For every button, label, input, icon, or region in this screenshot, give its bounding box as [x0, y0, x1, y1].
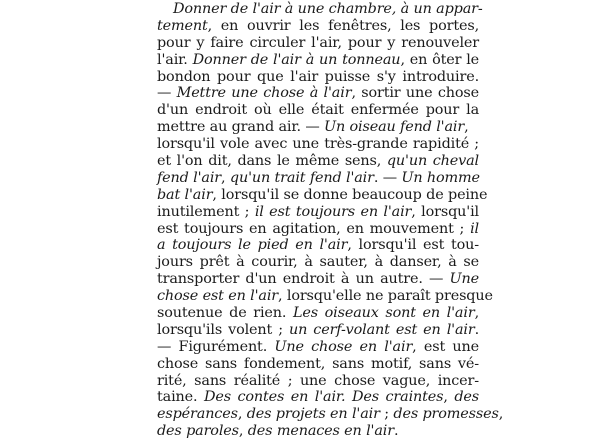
text-segment: . —	[373, 169, 402, 186]
text-segment: —	[157, 85, 177, 102]
italic-text-segment: des menaces en l'air	[247, 423, 394, 440]
text-segment: rité, sans réalité ; une chose vague, incer-	[157, 372, 479, 389]
text-segment: , en ôter le	[400, 51, 480, 68]
text-segment: ;	[379, 406, 394, 423]
italic-text-segment: Un oiseau fend l'air	[324, 119, 465, 136]
text-line	[157, 52, 479, 69]
text-line	[157, 356, 479, 373]
italic-text-segment: bat l'air	[157, 186, 213, 203]
italic-text-segment: des paroles	[157, 423, 239, 440]
text-segment: lorsqu'il vole avec une très-grande rapidité ;	[157, 136, 479, 153]
text-segment: , sortir une chose	[351, 85, 479, 102]
italic-text-segment: fend l'air	[157, 169, 222, 186]
text-segment: inutilement ;	[157, 203, 255, 220]
text-segment: , lorsqu'il	[411, 203, 479, 220]
text-segment: ,	[474, 305, 479, 322]
text-line	[157, 102, 479, 119]
text-segment: chose sans fondement, sans motif, sans vé-	[157, 355, 479, 372]
italic-text-segment: qu'un trait fend l'air	[229, 169, 374, 186]
text-line	[157, 254, 479, 271]
italic-text-segment: des	[454, 389, 479, 406]
text-line	[157, 406, 504, 423]
text-segment: ,	[238, 423, 248, 440]
italic-text-segment: qu'un cheval	[386, 153, 479, 170]
text-segment: jours prêt à courir, à sauter, à danser, à se	[157, 254, 479, 271]
text-line	[157, 35, 479, 52]
text-segment: ,	[221, 169, 230, 186]
text-segment: transporter d'un endroit à un autre. —	[157, 271, 450, 288]
text-line	[157, 170, 479, 187]
text-segment: ,	[443, 389, 455, 406]
text-segment: ,	[498, 406, 504, 423]
text-segment: pour y faire circuler l'air, pour y renouveler	[157, 34, 479, 51]
italic-text-segment: chose est en l'air	[157, 288, 279, 305]
text-line	[157, 237, 479, 254]
text-line	[157, 119, 479, 136]
italic-text-segment: des promesses	[393, 406, 499, 423]
text-line	[157, 153, 479, 170]
italic-text-segment: Mettre une chose à l'air	[176, 85, 352, 102]
text-segment: , lorsqu'elle ne paraît presque	[278, 288, 493, 305]
text-line	[157, 69, 479, 86]
italic-text-segment: un cerf-volant est en l'air	[289, 321, 475, 338]
text-segment: soutenue de rien.	[157, 305, 293, 322]
text-line	[157, 322, 479, 339]
text-segment: bondon pour que l'air puisse s'y introduire.	[157, 68, 479, 85]
text-segment: , en ouvrir les fenêtres, les portes,	[207, 17, 479, 34]
text-segment: d'un endroit où elle était enfermée pour la	[157, 102, 479, 119]
text-segment: l'air.	[157, 51, 193, 68]
text-segment: lorsqu'ils volent ;	[157, 321, 289, 338]
text-segment: mettre au grand air. —	[157, 119, 324, 136]
text-segment: taine.	[157, 389, 204, 406]
text-segment: est toujours en agitation, en mouvement ;	[157, 220, 471, 237]
text-line	[157, 389, 479, 406]
text-segment: ,	[464, 119, 469, 136]
italic-text-segment: Les oiseaux sont en l'air	[292, 305, 475, 322]
text-line	[157, 85, 479, 102]
text-segment: et l'on dit, dans le même sens,	[157, 153, 387, 170]
text-line	[157, 18, 479, 35]
text-segment: .	[474, 321, 480, 338]
text-line	[157, 423, 479, 440]
italic-text-segment: Donner de l'air à un tonneau	[192, 51, 401, 68]
text-line	[157, 1, 483, 18]
text-segment: ,	[237, 406, 247, 423]
text-line	[157, 204, 479, 221]
text-segment: , lorsqu'il se donne beaucoup de peine	[212, 186, 488, 203]
italic-text-segment: Une chose en l'air	[274, 338, 413, 355]
italic-text-segment: il est toujours en l'air	[254, 203, 412, 220]
text-line	[157, 339, 479, 356]
text-segment: — Figurément.	[157, 338, 275, 355]
italic-text-segment: Des contes en l'air. Des craintes	[203, 389, 444, 406]
italic-text-segment: Donner de l'air à une chambre, à un appar-	[173, 1, 483, 17]
text-segment: .	[393, 423, 399, 440]
text-segment: , est une	[412, 338, 479, 355]
text-line	[157, 186, 488, 204]
italic-text-segment: des projets en l'air	[246, 406, 380, 423]
italic-text-segment: Un homme	[401, 169, 480, 186]
italic-text-segment: il	[470, 220, 479, 237]
italic-text-segment: Une	[449, 271, 479, 288]
italic-text-segment: espérances	[157, 406, 238, 423]
text-line	[157, 221, 479, 238]
text-line	[157, 271, 479, 288]
italic-text-segment: tement	[157, 17, 208, 34]
italic-text-segment: a toujours le pied en l'air	[157, 237, 348, 254]
dictionary-entry-text	[157, 1, 504, 440]
text-line	[157, 288, 493, 305]
text-line	[157, 136, 479, 153]
text-line	[157, 305, 479, 322]
text-segment: , lorsqu'il est tou-	[347, 237, 479, 254]
text-line	[157, 373, 479, 390]
